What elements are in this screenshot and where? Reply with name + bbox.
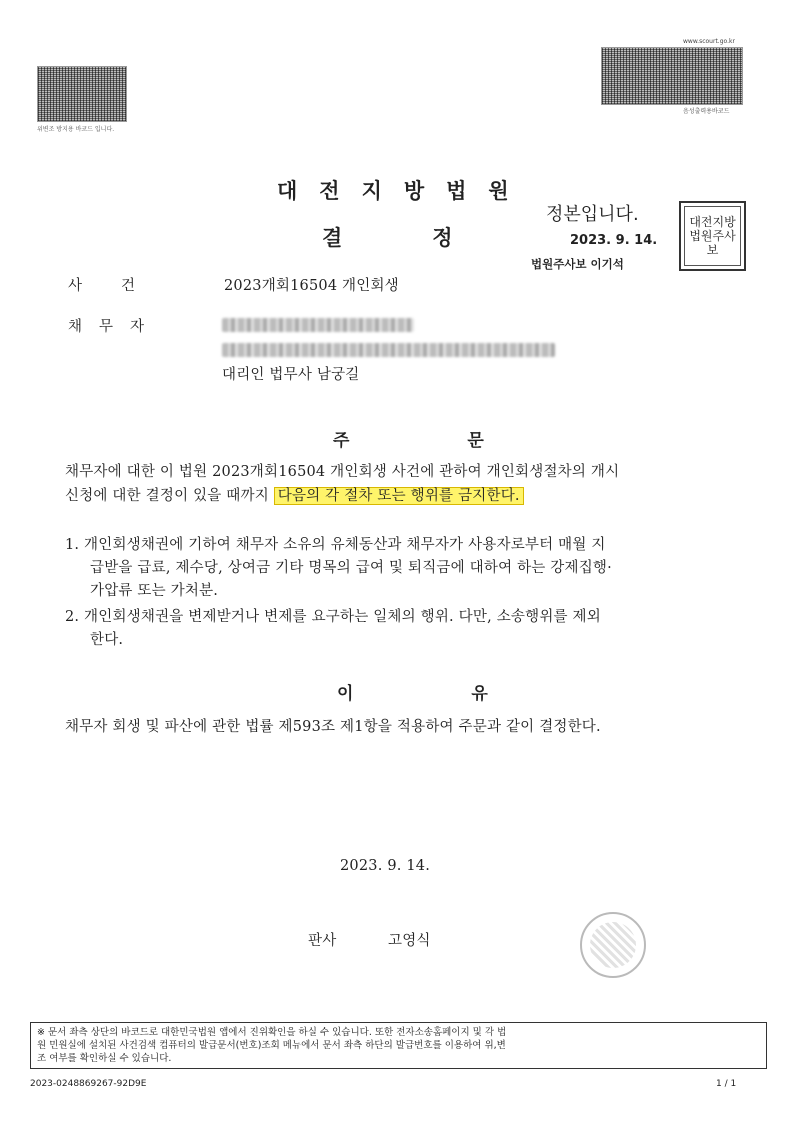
case-label: 사 건 bbox=[68, 278, 136, 294]
certification-label: 정본입니다. bbox=[546, 204, 639, 225]
court-name: 대전지방법원 bbox=[277, 179, 531, 203]
page-number: 1 / 1 bbox=[716, 1079, 737, 1089]
notice-line1: ※ 문서 좌측 상단의 바코드로 대한민국법원 앱에서 진위확인을 하실 수 있습니다. 또한 전자소송홈페이지 및 각 법 bbox=[37, 1027, 507, 1038]
seal-text: 대전지방법원주사보 bbox=[684, 206, 741, 266]
judge-title: 판사 bbox=[308, 933, 337, 949]
barcode-caption: 위변조 방지용 바코드 입니다. bbox=[37, 126, 115, 133]
notice-line2: 원 민원실에 설치된 사건검색 컴퓨터의 발급문서(번호)조회 메뉴에서 문서 좌측 하단의 발급번호를 이용하여 위,변 bbox=[37, 1040, 506, 1051]
order-item1-line3: 가압류 또는 가처분. bbox=[90, 583, 219, 599]
debtor-label: 채 무 자 bbox=[68, 319, 145, 335]
order-item1-line1: 1. 개인회생채권에 기하여 채무자 소유의 유체동산과 채무자가 사용자로부터 매월 지 bbox=[65, 537, 606, 553]
judge-seal bbox=[580, 912, 646, 978]
highlighted-prohibition: 다음의 각 절차 또는 행위를 금지한다. bbox=[274, 487, 524, 505]
reason-text: 채무자 회생 및 파산에 관한 법률 제593조 제1항을 적용하여 주문과 같이 결정한다. bbox=[65, 719, 601, 735]
order-item2-line1: 2. 개인회생채권을 변제받거나 변제를 요구하는 일체의 행위. 다만, 소송행위를 제외 bbox=[65, 609, 601, 625]
case-value: 2023개회16504 개인회생 bbox=[224, 278, 399, 294]
judge-name: 고영식 bbox=[388, 933, 431, 949]
order-item1-line2: 급받을 급료, 제수당, 상여금 기타 명목의 급여 및 퇴직금에 대하여 하는 강제집행· bbox=[90, 560, 612, 576]
reason-heading: 이 유 bbox=[337, 684, 544, 704]
order-intro-line1: 채무자에 대한 이 법원 2023개회16504 개인회생 사건에 관하여 개인회생절차의 개시 bbox=[65, 464, 620, 480]
document-type: 결정 bbox=[322, 226, 543, 250]
redacted-debtor-address bbox=[222, 343, 555, 357]
voice-output-barcode bbox=[601, 47, 743, 105]
redacted-debtor-name bbox=[222, 318, 414, 332]
issue-number: 2023-0248869267-92D9E bbox=[30, 1079, 147, 1089]
officer-seal bbox=[679, 201, 746, 271]
representative: 대리인 법무사 남궁길 bbox=[222, 367, 360, 383]
anti-forgery-barcode bbox=[37, 66, 127, 122]
decision-date: 2023. 9. 14. bbox=[340, 858, 431, 874]
court-url: www.scourt.go.kr bbox=[683, 38, 735, 45]
order-intro-line2 bbox=[65, 485, 524, 508]
order-heading: 주 문 bbox=[333, 431, 540, 451]
order-item2-line2: 한다. bbox=[90, 632, 124, 648]
verification-notice bbox=[30, 1022, 767, 1069]
notice-line3: 조 여부를 확인하실 수 있습니다. bbox=[37, 1053, 172, 1064]
voice-barcode-caption: 음성출력용바코드 bbox=[683, 108, 730, 115]
certification-officer: 법원주사보 이기석 bbox=[531, 257, 624, 271]
order-intro-prefix: 신청에 대한 결정이 있을 때까지 bbox=[65, 488, 274, 504]
certification-date: 2023. 9. 14. bbox=[570, 233, 658, 248]
